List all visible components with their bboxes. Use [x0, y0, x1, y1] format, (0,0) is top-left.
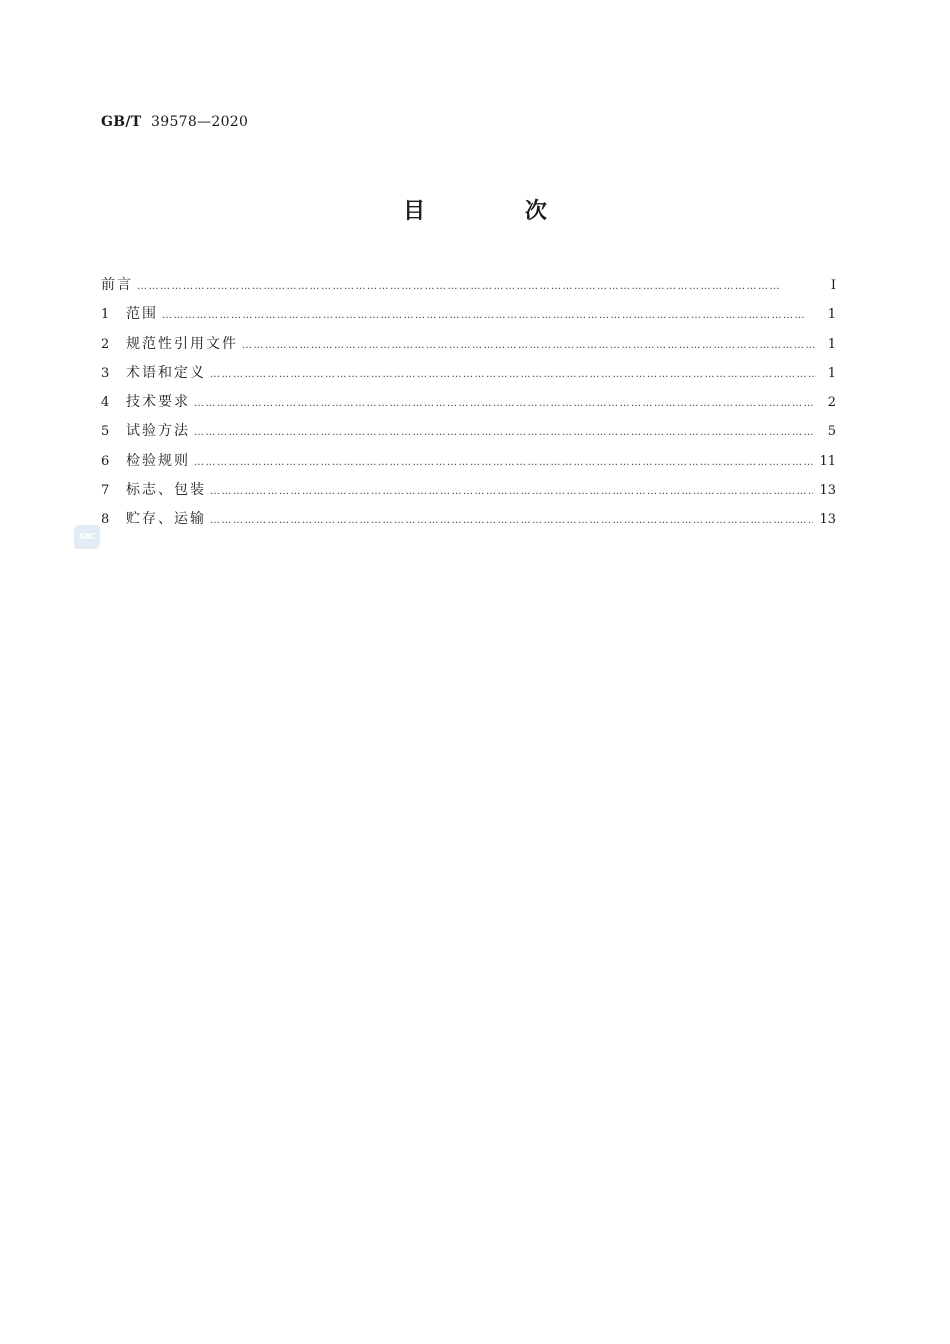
toc-entry-num: 1 — [101, 307, 110, 323]
toc-entry-num: 5 — [101, 424, 110, 440]
toc-entry-label: 范围 — [126, 306, 158, 323]
toc-entry-label: 术语和定义 — [126, 364, 206, 381]
toc-entry-page: Ⅰ — [830, 278, 836, 293]
toc-entry-label: 规范性引用文件 — [126, 335, 238, 352]
toc-entry-label: 前言 — [101, 277, 133, 293]
toc-leader-dots — [137, 272, 816, 301]
toc-leader-dots — [194, 448, 813, 477]
toc-leader-dots — [210, 360, 816, 389]
toc-leader-dots — [162, 301, 816, 330]
watermark-text: SAC — [78, 532, 96, 541]
toc-entry-2[interactable] — [101, 330, 836, 359]
toc-entry-label: 贮存、运输 — [126, 511, 206, 528]
toc-entry-4[interactable] — [101, 388, 836, 417]
toc-leader-dots — [194, 389, 816, 418]
toc-entry-8[interactable] — [101, 505, 836, 534]
toc-entry-num: 3 — [101, 365, 110, 381]
toc-entry-page: 11 — [819, 453, 836, 469]
toc-entry-foreword[interactable] — [101, 271, 836, 300]
toc-entry-page: 1 — [827, 336, 836, 352]
toc-entry-num: 2 — [101, 336, 110, 352]
toc-entry-label: 标志、包装 — [126, 482, 206, 499]
toc-leader-dots — [210, 506, 813, 535]
standard-prefix: GB/T — [101, 114, 142, 130]
toc-entry-page: 1 — [827, 365, 836, 381]
toc-entry-page: 5 — [827, 424, 836, 440]
toc-entry-num: 6 — [101, 453, 110, 469]
toc-entry-num: 7 — [101, 483, 110, 499]
toc-entry-3[interactable] — [101, 359, 836, 388]
toc-entry-label: 试验方法 — [126, 423, 190, 440]
toc-entry-7[interactable] — [101, 476, 836, 505]
toc-entry-6[interactable] — [101, 447, 836, 476]
toc-entry-page: 1 — [827, 307, 836, 323]
standard-number: 39578—2020 — [151, 114, 249, 130]
table-of-contents — [101, 271, 836, 535]
toc-entry-num: 4 — [101, 395, 110, 411]
toc-title: 目 次 — [403, 199, 593, 224]
toc-entry-label: 检验规则 — [126, 452, 190, 469]
toc-leader-dots — [242, 331, 816, 360]
sac-watermark-logo — [74, 525, 100, 549]
toc-entry-5[interactable] — [101, 417, 836, 446]
standard-code — [101, 114, 248, 130]
toc-leader-dots — [194, 418, 816, 447]
toc-entry-num: 8 — [101, 512, 110, 528]
toc-entry-1[interactable] — [101, 300, 836, 329]
toc-entry-page: 13 — [819, 512, 836, 528]
toc-entry-label: 技术要求 — [126, 394, 190, 411]
toc-entry-page: 13 — [819, 483, 836, 499]
toc-entry-page: 2 — [827, 395, 836, 411]
toc-leader-dots — [210, 477, 813, 506]
